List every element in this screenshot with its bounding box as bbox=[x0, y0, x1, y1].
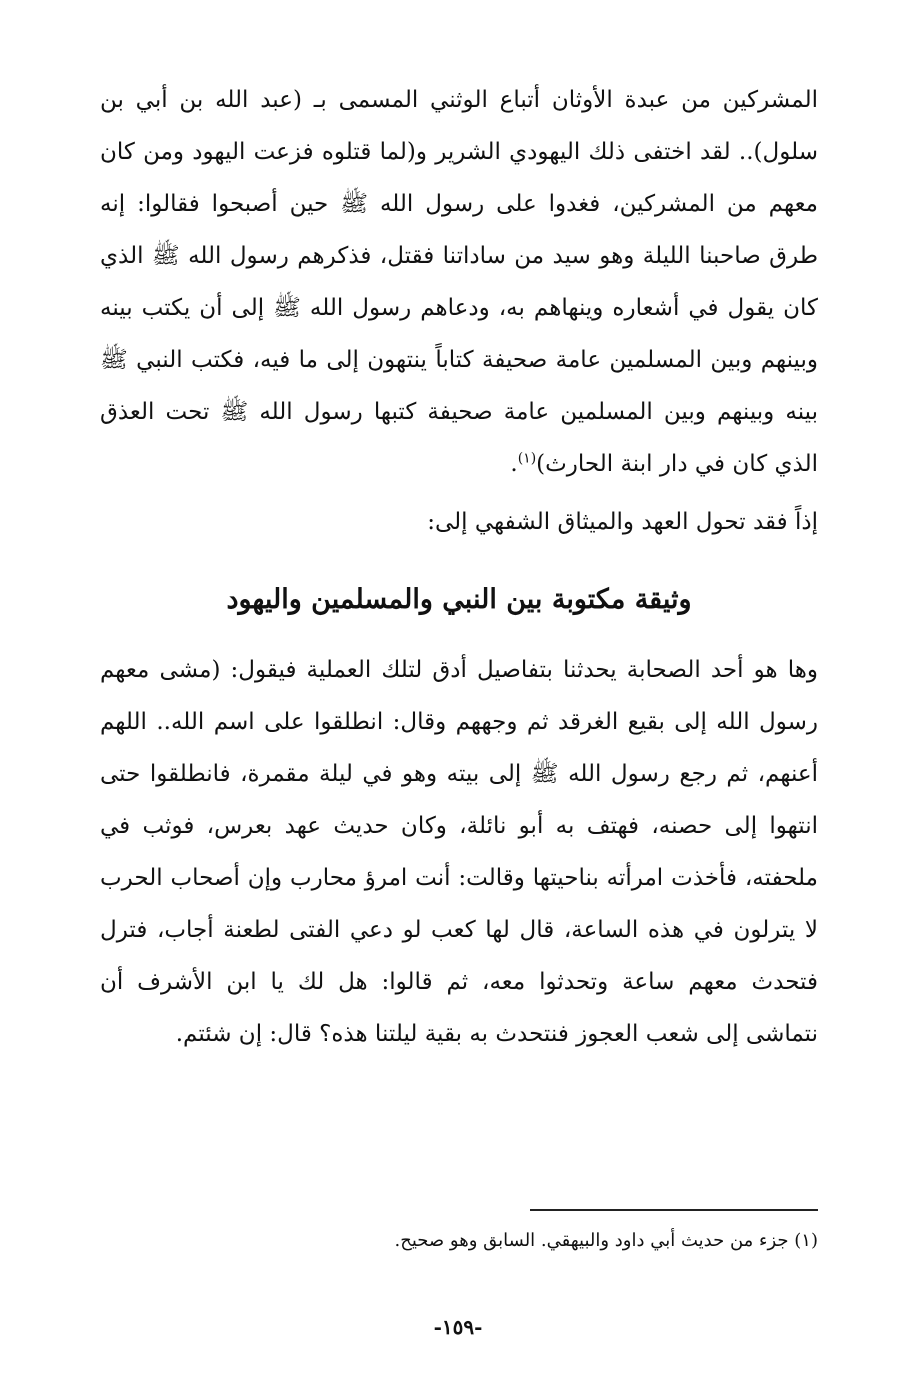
footnote-1: (١) جزء من حديث أبي داود والبيهقي. السابق وهو صحيح. bbox=[394, 1230, 818, 1251]
section-heading: وثيقة مكتوبة بين النبي والمسلمين واليهود bbox=[226, 584, 692, 615]
body-paragraph-2: إذاً فقد تحول العهد والميثاق الشفهي إلى: bbox=[427, 509, 818, 535]
body-paragraph-3: وها هو أحد الصحابة يحدثنا بتفاصيل أدق لتلك العملية فيقول: (مشى معهم رسول الله إلى بقيع الغرقد ثم وجههم وقال: انطلقوا على اسم الله.. اللهم أعنهم، ثم رجع رسول الله ﷺ إلى بيته وهو في ليلة مقمرة، فانطلقوا حتى انتهوا إلى حصنه، فهتف به أبو نائلة، وكان حديث عهد بعرس، فوثب في ملحفته، فأخذت امرأته بناحيتها وقالت: أنت امرؤ محارب وإن أصحاب الحرب لا يترلون في هذه الساعة، قال لها كعب لو دعي الفتى لطعنة أجاب، فترل فتحدث معهم ساعة وتحدثوا معه، ثم قالوا: هل لك يا ابن الأشرف أن نتماشى إلى شعب العجوز فنتحدث به بقية ليلتنا هذه؟ قال: إن شئتم. bbox=[100, 657, 818, 1047]
footnote-divider bbox=[530, 1209, 818, 1211]
body-paragraph-1 bbox=[100, 74, 818, 490]
paragraph-1-end: . bbox=[510, 451, 518, 477]
page-number: -١٥٩- bbox=[433, 1315, 483, 1339]
paragraph-1-text: المشركين من عبدة الأوثان أتباع الوثني المسمى بـ (عبد الله بن أبي بن سلول).. لقد اختفى ذلك اليهودي الشرير و(لما قتلوه فزعت اليهود ومن كان معهم من المشركين، فغدوا على رسول الله ﷺ حين أصبحوا فقالوا: إنه طرق صاحبنا الليلة وهو سيد من ساداتنا فقتل، فذكرهم رسول الله ﷺ الذي كان يقول في أشعاره وينهاهم به، ودعاهم رسول الله ﷺ إلى أن يكتب بينه وبينهم وبين المسلمين عامة صحيفة كتاباً ينتهون إلى ما فيه، فكتب النبي ﷺ بينه وبينهم وبين المسلمين عامة صحيفة كتبها رسول الله ﷺ تحت العذق الذي كان في دار ابنة الحارث) bbox=[100, 87, 818, 477]
footnote-reference: (١) bbox=[517, 450, 537, 467]
